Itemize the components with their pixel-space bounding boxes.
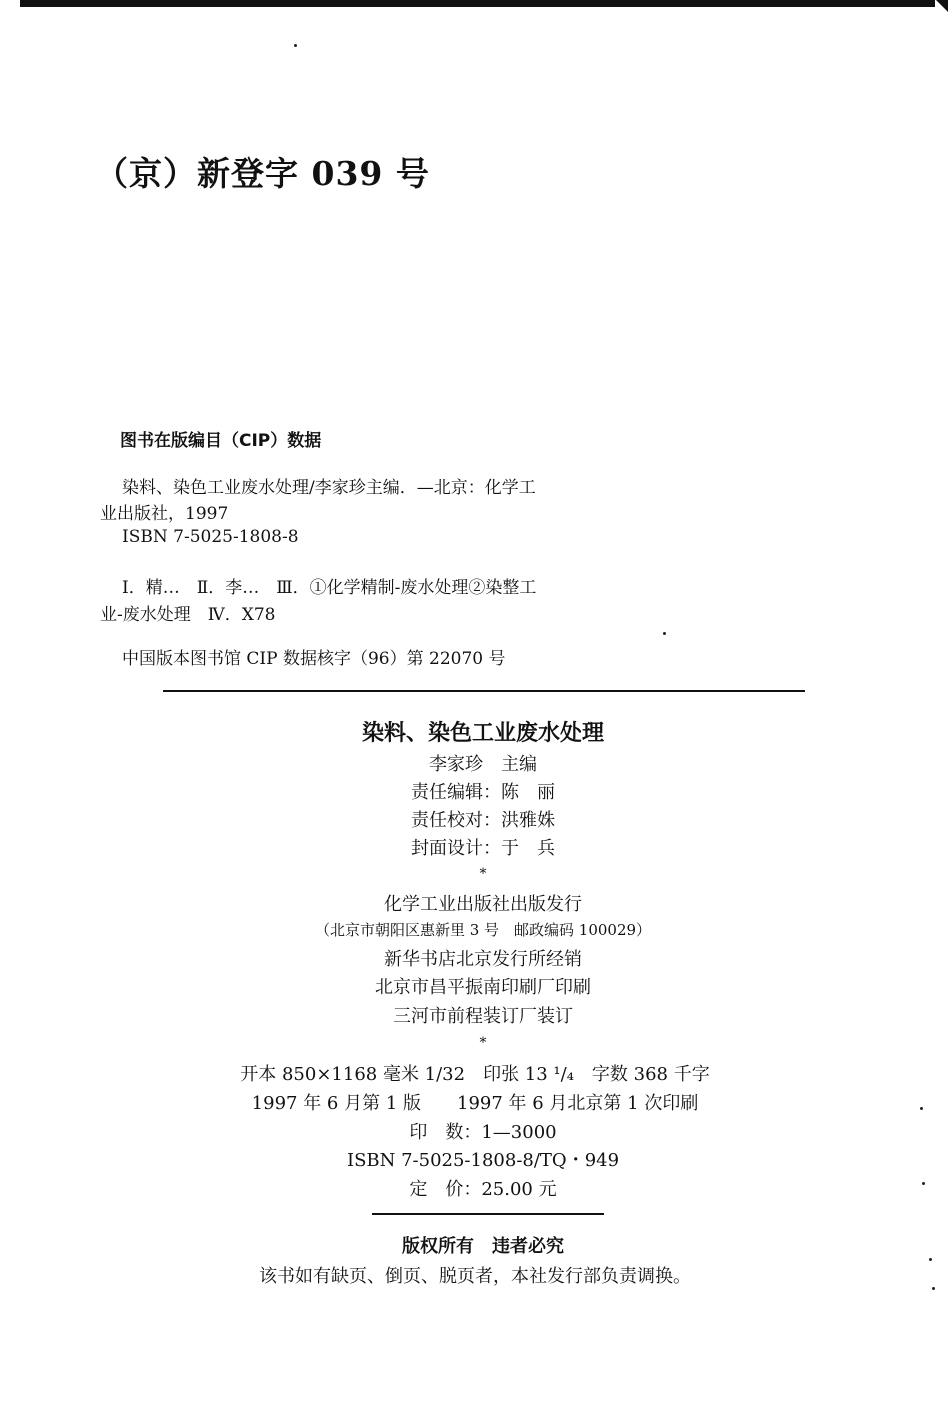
scan-speck xyxy=(932,1287,935,1290)
responsible-editor: 责任编辑：陈 丽 xyxy=(411,782,555,803)
registration-number: （京）新登字 039 号 xyxy=(95,154,430,193)
cip-isbn: ISBN 7-5025-1808-8 xyxy=(122,527,299,547)
cip-heading: 图书在版编目（CIP）数据 xyxy=(120,431,322,451)
cip-line-5: 业-废水处理 Ⅳ．X78 xyxy=(100,605,276,625)
chief-editor: 李家珍 主编 xyxy=(429,754,537,775)
publisher-address: （北京市朝阳区惠新里 3 号 邮政编码 100029） xyxy=(314,921,652,939)
proofreader: 责任校对：洪雅姝 xyxy=(411,810,555,831)
cover-designer: 封面设计：于 兵 xyxy=(411,838,555,859)
cip-approval: 中国版本图书馆 CIP 数据核字（96）第 22070 号 xyxy=(122,649,506,669)
divider-lower xyxy=(372,1213,604,1215)
scan-speck xyxy=(929,1258,932,1261)
print-run: 印 数：1—3000 xyxy=(409,1122,557,1143)
binder: 三河市前程装订厂装订 xyxy=(393,1006,573,1027)
corner-scan-mark xyxy=(936,0,948,12)
publisher: 化学工业出版社出版发行 xyxy=(384,894,582,915)
copyright-notice: 版权所有 违者必究 xyxy=(402,1236,564,1257)
scan-speck xyxy=(663,632,666,635)
cip-line-2: 业出版社，1997 xyxy=(100,504,229,524)
book-price: 定 价：25.00 元 xyxy=(409,1179,557,1200)
replacement-notice: 该书如有缺页、倒页、脱页者，本社发行部负责调换。 xyxy=(259,1266,691,1287)
separator-star-2: * xyxy=(479,1035,487,1051)
printer: 北京市昌平振南印刷厂印刷 xyxy=(375,977,591,998)
edition-info: 1997 年 6 月第 1 版 1997 年 6 月北京第 1 次印刷 xyxy=(251,1093,699,1114)
top-scan-border xyxy=(20,0,935,7)
cip-line-1: 染料、染色工业废水处理/李家珍主编．—北京：化学工 xyxy=(122,478,536,498)
cip-line-4: Ⅰ．精… Ⅱ．李… Ⅲ．①化学精制-废水处理②染整工 xyxy=(122,578,537,598)
divider-upper xyxy=(163,690,805,692)
scan-speck xyxy=(922,1182,925,1185)
scan-speck xyxy=(294,44,297,47)
scan-speck xyxy=(920,1107,923,1110)
distributor: 新华书店北京发行所经销 xyxy=(384,949,582,970)
separator-star-1: * xyxy=(479,866,487,882)
book-title: 染料、染色工业废水处理 xyxy=(361,721,604,746)
book-format: 开本 850×1168 毫米 1/32 印张 13 ¹/₄ 字数 368 千字 xyxy=(240,1064,710,1085)
book-isbn: ISBN 7-5025-1808-8/TQ・949 xyxy=(346,1150,620,1171)
